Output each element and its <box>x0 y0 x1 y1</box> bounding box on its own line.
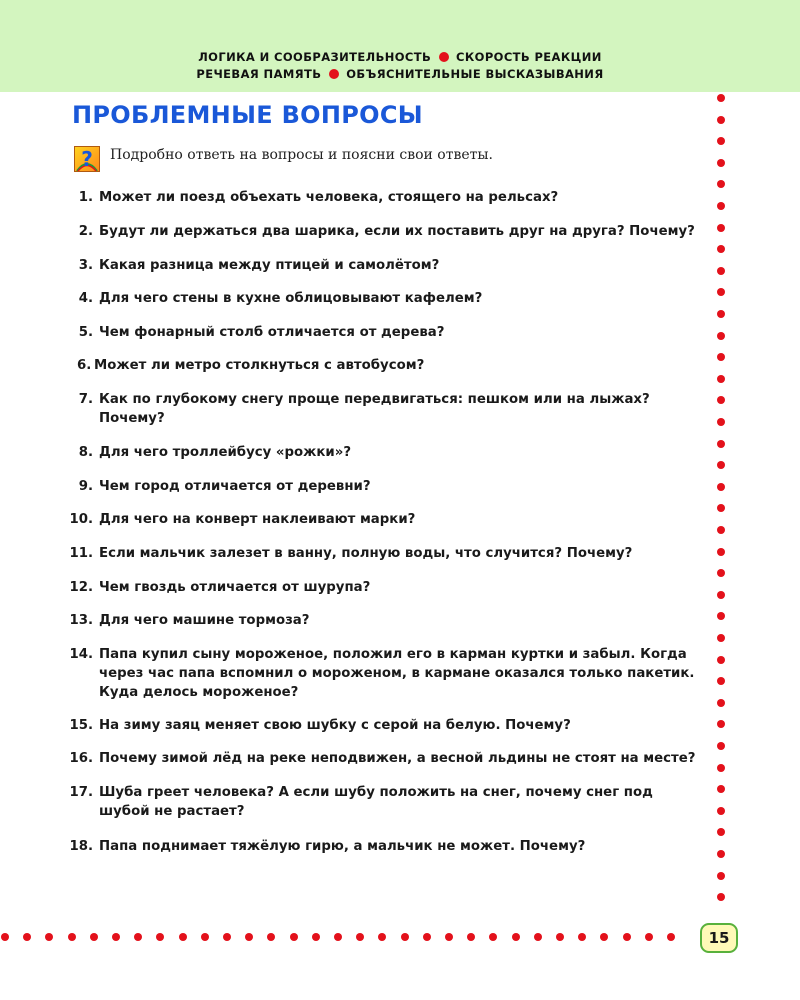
border-dot-icon <box>717 396 725 404</box>
border-dot-icon <box>717 720 725 728</box>
border-dot-icon <box>717 850 725 858</box>
border-dot-icon <box>717 159 725 167</box>
header-topic-memory: РЕЧЕВАЯ ПАМЯТЬ <box>196 67 322 81</box>
border-dot-icon <box>645 933 653 941</box>
border-dot-icon <box>717 677 725 685</box>
border-dot-icon <box>717 742 725 750</box>
border-dot-icon <box>717 310 725 318</box>
border-dot-icon <box>90 933 98 941</box>
border-dot-icon <box>489 933 497 941</box>
border-dot-icon <box>223 933 231 941</box>
border-dot-icon <box>717 548 725 556</box>
border-dot-icon <box>717 353 725 361</box>
border-dot-icon <box>717 245 725 253</box>
border-dot-icon <box>717 180 725 188</box>
border-dot-icon <box>134 933 142 941</box>
border-dot-icon <box>717 418 725 426</box>
border-dot-icon <box>667 933 675 941</box>
bullet-dot-icon <box>329 69 339 79</box>
border-dot-icon <box>334 933 342 941</box>
border-dot-icon <box>445 933 453 941</box>
border-dot-icon <box>717 137 725 145</box>
border-dot-icon <box>717 94 725 102</box>
instruction-text: Подробно ответь на вопросы и поясни свои ответы. <box>110 147 493 163</box>
border-dot-icon <box>312 933 320 941</box>
header-topic-logic: ЛОГИКА И СООБРАЗИТЕЛЬНОСТЬ <box>198 50 432 64</box>
border-dot-icon <box>717 202 725 210</box>
border-dot-icon <box>578 933 586 941</box>
border-dot-icon <box>717 504 725 512</box>
border-dot-icon <box>717 828 725 836</box>
border-dot-icon <box>401 933 409 941</box>
border-dot-icon <box>267 933 275 941</box>
border-dot-icon <box>717 872 725 880</box>
border-dot-icon <box>717 764 725 772</box>
border-dot-icon <box>717 267 725 275</box>
border-dot-icon <box>717 440 725 448</box>
header-line-2 <box>0 67 800 81</box>
border-dot-icon <box>45 933 53 941</box>
border-dot-icon <box>717 569 725 577</box>
border-dot-icon <box>717 699 725 707</box>
header-topic-explanation: ОБЪЯСНИТЕЛЬНЫЕ ВЫСКАЗЫВАНИЯ <box>346 67 604 81</box>
border-dot-icon <box>1 933 9 941</box>
border-dot-icon <box>717 526 725 534</box>
border-dot-icon <box>112 933 120 941</box>
border-dot-icon <box>156 933 164 941</box>
border-dot-icon <box>423 933 431 941</box>
border-dot-icon <box>201 933 209 941</box>
border-dot-icon <box>179 933 187 941</box>
border-dot-icon <box>245 933 253 941</box>
border-dot-icon <box>717 288 725 296</box>
page-number: 15 <box>700 923 738 953</box>
border-dot-icon <box>290 933 298 941</box>
header-line-1 <box>0 50 800 64</box>
border-dot-icon <box>717 375 725 383</box>
bullet-dot-icon <box>439 52 449 62</box>
border-dot-icon <box>467 933 475 941</box>
border-dot-icon <box>717 483 725 491</box>
border-dot-icon <box>600 933 608 941</box>
border-dot-icon <box>356 933 364 941</box>
border-dot-icon <box>717 893 725 901</box>
border-dot-icon <box>534 933 542 941</box>
border-dot-icon <box>717 612 725 620</box>
border-dot-icon <box>717 116 725 124</box>
header-topic-reaction: СКОРОСТЬ РЕАКЦИИ <box>456 50 602 64</box>
border-dot-icon <box>378 933 386 941</box>
question-mark-icon <box>74 146 100 172</box>
border-dot-icon <box>68 933 76 941</box>
border-dot-icon <box>717 224 725 232</box>
border-dot-icon <box>717 591 725 599</box>
border-dot-icon <box>717 785 725 793</box>
border-dot-icon <box>512 933 520 941</box>
border-dot-icon <box>717 656 725 664</box>
border-dot-icon <box>717 807 725 815</box>
border-dot-icon <box>717 461 725 469</box>
border-dot-icon <box>556 933 564 941</box>
border-dot-icon <box>623 933 631 941</box>
border-dot-icon <box>717 332 725 340</box>
svg-text:?: ? <box>81 147 93 171</box>
page-title: ПРОБЛЕМНЫЕ ВОПРОСЫ <box>72 101 423 129</box>
border-dot-icon <box>23 933 31 941</box>
border-dot-icon <box>717 634 725 642</box>
